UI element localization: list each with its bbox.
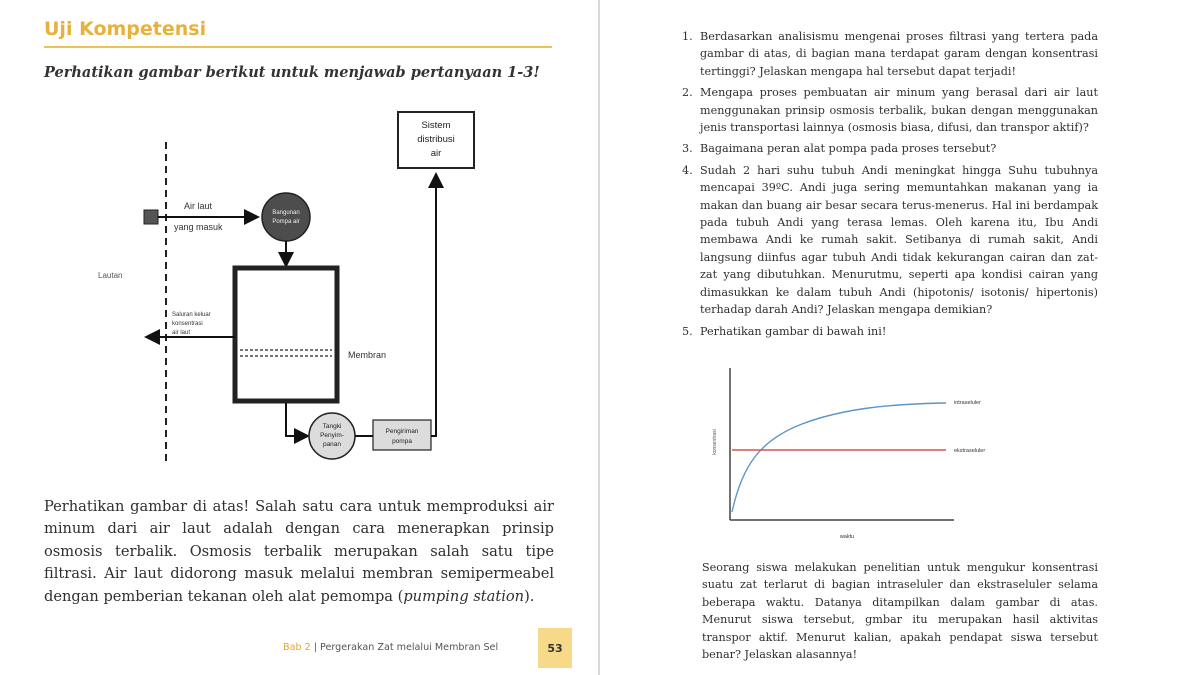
intake-square: [144, 210, 158, 224]
y-axis-label: konsentrasi: [712, 429, 718, 455]
tank-to-storage-arrow: [286, 403, 306, 436]
footer-chapter-title: | Pergerakan Zat melalui Membran Sel: [310, 642, 499, 653]
tangki-label-2: Penyim-: [320, 432, 344, 439]
sistem-label-3: air: [430, 148, 442, 159]
intraseluler-label: intraseluler: [954, 400, 981, 406]
ekstraseluler-label: ekstraseluler: [954, 448, 986, 454]
question-text: Perhatikan gambar di bawah ini!: [700, 324, 887, 338]
saluran-label-2: konsentrasi: [172, 321, 203, 327]
left-page: [0, 0, 598, 675]
question-number: 4.: [682, 163, 693, 177]
sistem-label-1: Sistem: [421, 120, 451, 131]
question-item: [682, 140, 1098, 157]
pompa-air-label: Pompa air: [272, 219, 300, 225]
main-paragraph-end: ).: [524, 587, 535, 605]
delivery-pump-box: [373, 420, 431, 450]
question-number: 3.: [682, 142, 693, 156]
question-text: Berdasarkan analisismu mengenai proses filtrasi yang tertera pada gambar di atas, di bagian mana terdapat garam dengan konsentrasi tertinggi? Jelaskan mengapa hal tersebut dapat terjadi!: [700, 30, 1098, 78]
instruction: Perhatikan gambar berikut untuk menjawab pertanyaan 1-3!: [44, 64, 540, 81]
yang-masuk-label: yang masuk: [174, 222, 223, 232]
x-axis-label: waktu: [839, 534, 855, 540]
pump-house-circle: [262, 193, 310, 241]
pengiriman-label-2: pompa: [392, 438, 412, 445]
saluran-label-1: Saluran keluar: [172, 312, 211, 318]
saluran-label-3: air laut: [172, 330, 191, 336]
question-number: 5.: [682, 324, 693, 338]
main-paragraph: [44, 496, 554, 608]
pengiriman-label-1: Pengiriman: [385, 428, 419, 435]
tangki-label-1: Tangki: [322, 423, 342, 430]
air-laut-label: Air laut: [184, 201, 213, 211]
question-text: Mengapa proses pembuatan air minum yang berasal dari air laut menggunakan prinsip osmosis terbalik, bukan dengan menggunakan jenis transportasi lainnya (osmosis biasa, difusi, dan transpor aktif)?: [700, 86, 1098, 135]
bangunan-label: Bangunan: [272, 210, 300, 216]
question-list: [682, 28, 1098, 344]
main-paragraph-text: Perhatikan gambar di atas! Salah satu cara untuk memproduksi air minum dari air laut adalah dengan cara menerapkan prinsip osmosis terbalik. Osmosis terbalik merupakan salah satu tipe filtrasi. Air laut didorong masuk melalui membran semipermeabel dengan pemberian tekanan oleh alat pemompa (: [44, 498, 554, 605]
delivery-to-distribution-arrow: [431, 176, 436, 436]
intraseluler-curve: [732, 403, 946, 512]
question-item: [682, 28, 1098, 80]
question-item: [682, 84, 1098, 136]
main-paragraph-emphasis: pumping station: [403, 587, 525, 605]
concentration-chart: [702, 362, 1022, 548]
question-number: 1.: [682, 30, 693, 43]
question-text: Sudah 2 hari suhu tubuh Andi meningkat hingga Suhu tubuhnya mencapai 39ºC. Andi juga sering memuntahkan makanan yang ia makan dan buang air besar secara terus-menerus. Hal ini berdampak pada tubuh Andi yang terasa lemas. Oleh karena itu, Ibu Andi membawa Andi ke rumah sakit. Setibanya di rumah sakit, Andi langsung diinfus agar tubuh Andi tidak kekurangan cairan dan zat-zat yang dibutuhkan. Menurutmu, seperti apa kondisi cairan yang dimasukkan ke dalam tubuh Andi (hipotonis/ isotonis/ hipertonis) terhadap darah Andi? Jelaskan mengapa demikian?: [700, 163, 1098, 317]
lautan-label: Lautan: [98, 271, 123, 280]
section-title: Uji Kompetensi: [44, 18, 207, 40]
question-5-paragraph: Seorang siswa melakukan penelitian untuk mengukur konsentrasi suatu zat terlarut di bagian intraseluler dan ekstraseluler selama beberapa waktu. Datanya ditampilkan dalam gambar di atas. Menurut siswa tersebut, gmbar itu merupakan hasil aktivitas transpor aktif. Menurut kalian, apakah pendapat siswa tersebut benar? Jelaskan alasannya!: [702, 561, 1098, 662]
sistem-label-2: distribusi: [417, 134, 455, 145]
tangki-label-3: panan: [322, 441, 342, 448]
page-footer: [283, 642, 498, 653]
reverse-osmosis-diagram: [88, 104, 498, 474]
title-rule: [44, 46, 552, 48]
question-item: [682, 162, 1098, 319]
question-item: [682, 323, 1098, 340]
question-number: 2.: [682, 86, 693, 100]
footer-chapter: Bab 2: [283, 642, 311, 653]
page-number: 53: [538, 628, 572, 668]
question-text: Bagaimana peran alat pompa pada proses tersebut?: [700, 142, 997, 156]
membran-label: Membran: [348, 350, 387, 360]
filter-tank: [235, 268, 337, 401]
